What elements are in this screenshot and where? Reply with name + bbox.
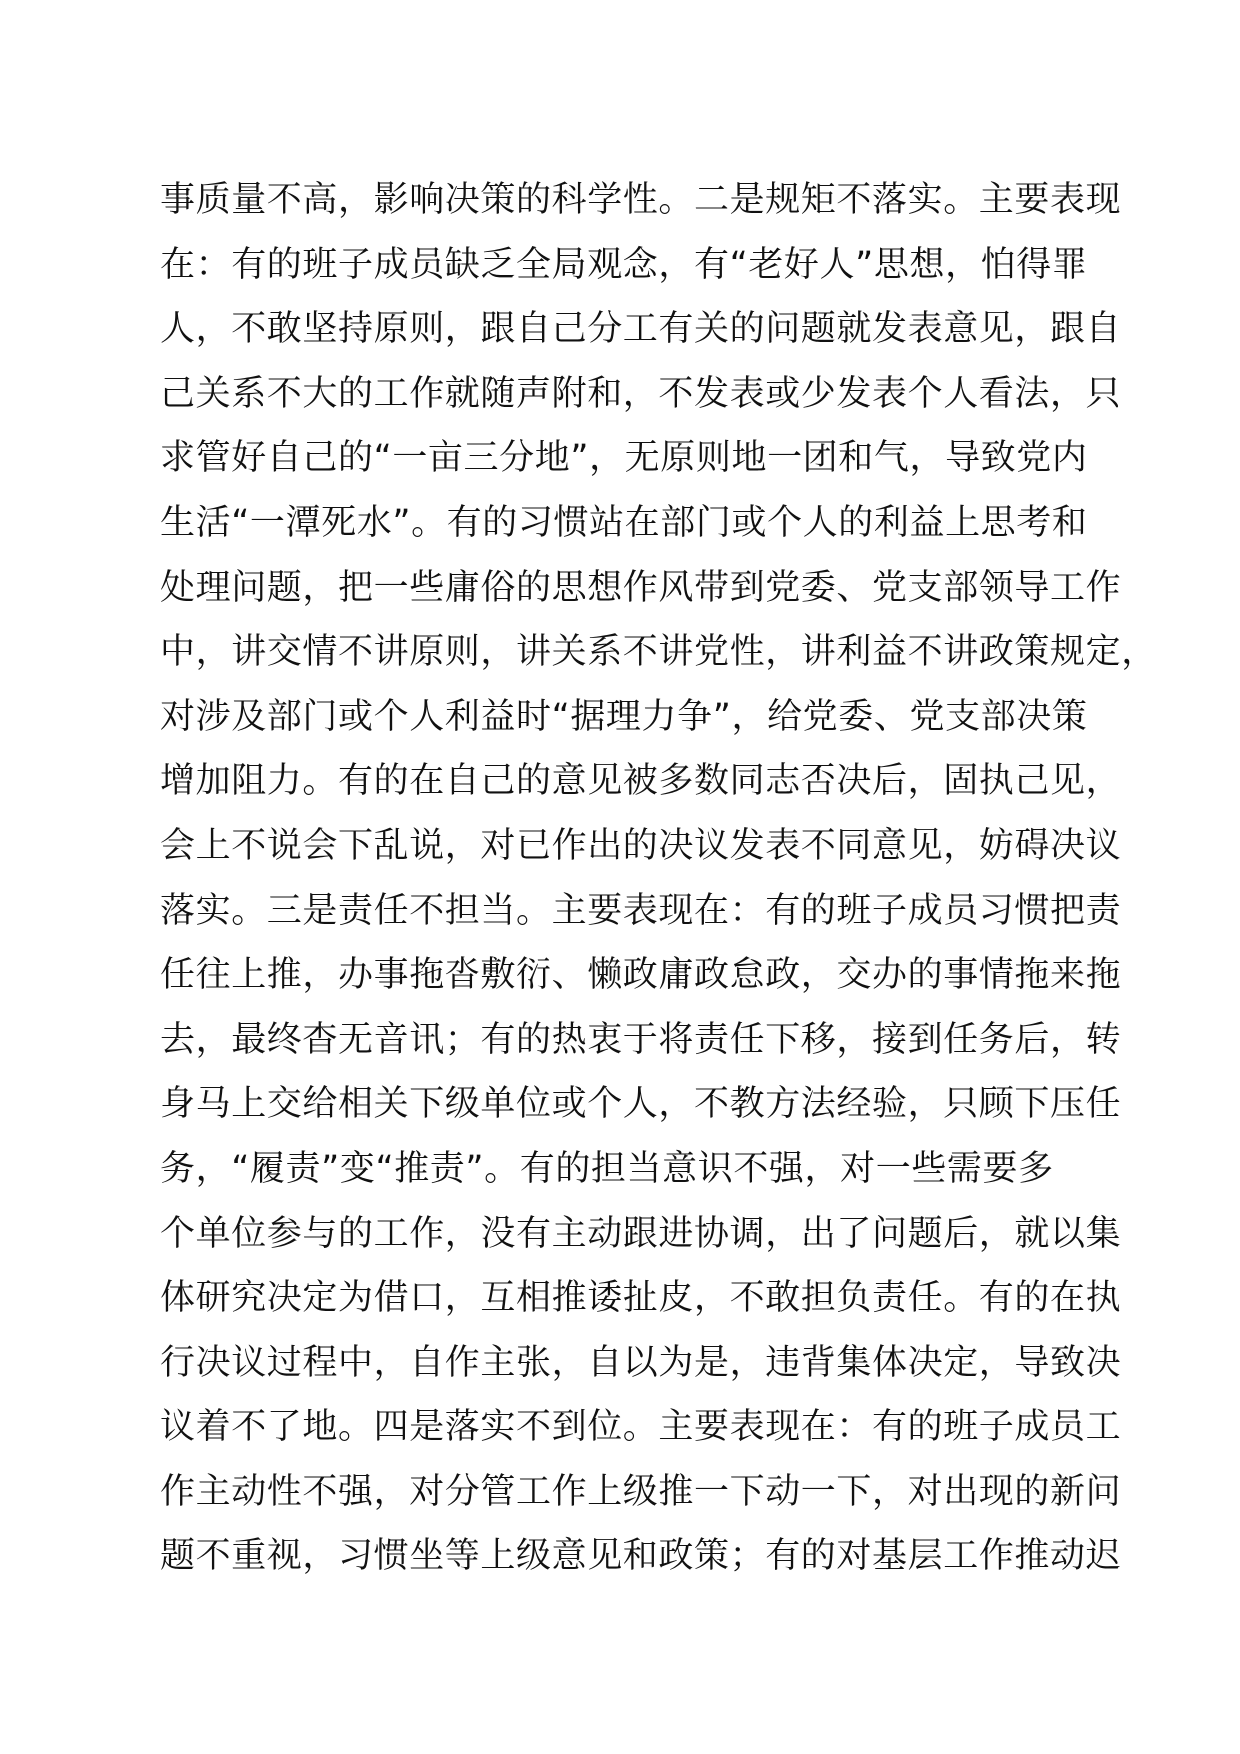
- text-line: 人，不敢坚持原则，跟自己分工有关的问题就发表意见，跟自: [160, 309, 1122, 350]
- body-paragraph: [160, 168, 1157, 1589]
- text-line: 在：有的班子成员缺乏全局观念，有“老好人”思想，怕得罪: [160, 244, 1088, 285]
- text-line: 行决议过程中，自作主张，自以为是，违背集体决定，导致决: [160, 1342, 1122, 1383]
- text-line: 事质量不高，影响决策的科学性。二是规矩不落实。主要表现: [160, 180, 1122, 220]
- text-line: 作主动性不强，对分管工作上级推一下动一下，对出现的新问: [160, 1471, 1122, 1512]
- text-line: 生活“一潭死水”。有的习惯站在部门或个人的利益上思考和: [160, 502, 1088, 543]
- text-line: 题不重视，习惯坐等上级意见和政策；有的对基层工作推动迟: [160, 1536, 1122, 1577]
- text-line: 求管好自己的“一亩三分地”，无原则地一团和气，导致党内: [160, 438, 1088, 479]
- text-line: 任往上推，办事拖沓敷衍、懒政庸政怠政，交办的事情拖来拖: [160, 955, 1122, 996]
- text-line: 己关系不大的工作就随声附和，不发表或少发表个人看法，只: [160, 373, 1122, 414]
- text-line: 身马上交给相关下级单位或个人，不教方法经验，只顾下压任: [160, 1084, 1122, 1125]
- text-line: 对涉及部门或个人利益时“据理力争”，给党委、党支部决策: [160, 696, 1088, 737]
- text-line: 增加阻力。有的在自己的意见被多数同志否决后，固执己见，: [160, 761, 1122, 802]
- text-line: 中，讲交情不讲原则，讲关系不讲党性，讲利益不讲政策规定，: [160, 632, 1157, 673]
- text-line: 务，“履责”变“推责”。有的担当意识不强，对一些需要多: [160, 1148, 1054, 1189]
- text-line: 会上不说会下乱说，对已作出的决议发表不同意见，妨碍决议: [160, 825, 1122, 866]
- text-line: 个单位参与的工作，没有主动跟进协调，出了问题后，就以集: [160, 1213, 1122, 1254]
- text-line: 议着不了地。四是落实不到位。主要表现在：有的班子成员工: [160, 1407, 1122, 1448]
- text-line: 体研究决定为借口，互相推诿扯皮，不敢担负责任。有的在执: [160, 1278, 1122, 1319]
- text-line: 去，最终杳无音讯；有的热衷于将责任下移，接到任务后，转: [160, 1019, 1122, 1060]
- text-line: 处理问题，把一些庸俗的思想作风带到党委、党支部领导工作: [160, 567, 1122, 608]
- text-line: 落实。三是责任不担当。主要表现在：有的班子成员习惯把责: [160, 890, 1122, 931]
